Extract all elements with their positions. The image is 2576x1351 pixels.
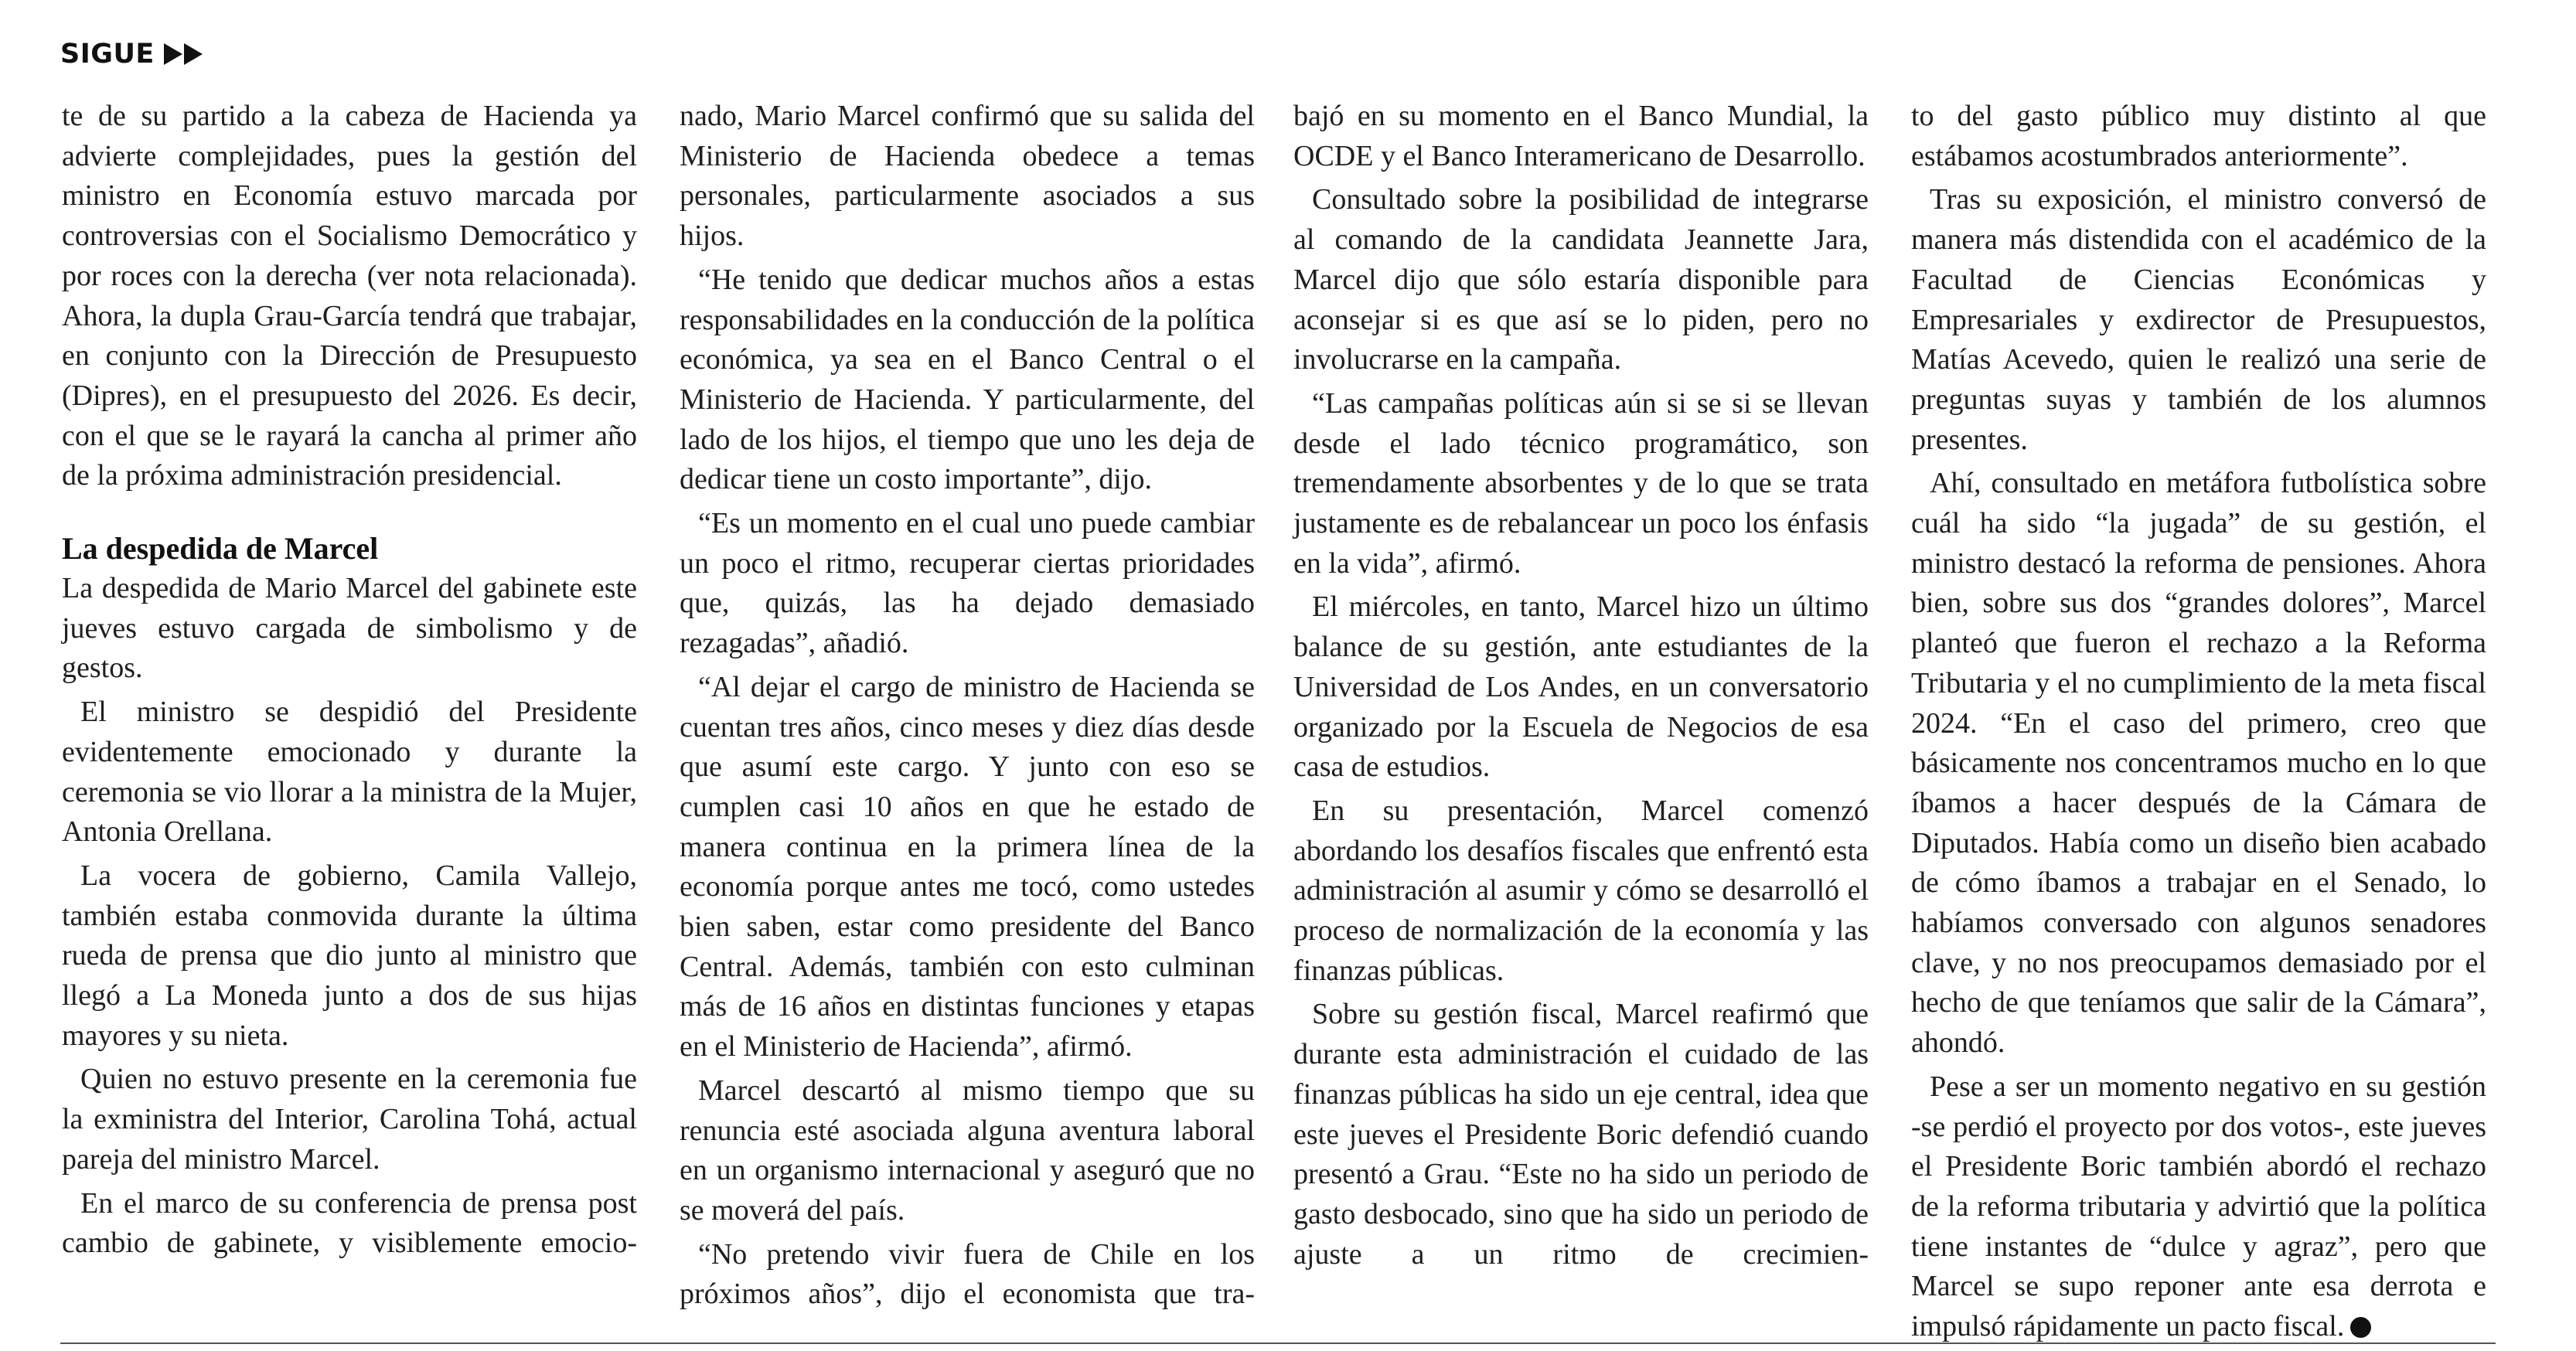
paragraph: “Al dejar el cargo de ministro de Hacienda se cuentan tres años, cinco meses y diez días desde que asumí este cargo. Y junto con eso se cumplen casi 10 años en que he estado de manera continua en la primera línea de la economía porque antes me tocó, como ustedes bien saben, estar como presidente del Banco Central. Además, también con esto culminan más de 16 años en distintas funciones y etapas en el Ministerio de Hacienda”, afirmó. (680, 670, 1255, 1063)
paragraph: El ministro se despidió del Presidente evidentemente emocionado y durante la ceremonia se vio llorar a la ministra de la Mujer, Antonia Orellana. (62, 696, 637, 849)
paragraph: “Las campañas políticas aún si se si se llevan desde el lado técnico programático, son tremendamente absorbentes y de lo que se trata justamente es de rebalancear un poco los énfasis en la vida”, afirmó. (1293, 386, 1869, 580)
paragraph: La despedida de Mario Marcel del gabinete este jueves estuvo cargada de simbolismo y de gestos. (62, 572, 637, 685)
article-column-2 (680, 97, 1255, 1319)
paragraph: te de su partido a la cabeza de Hacienda ya advierte complejidades, pues la gestión del ministro en Economía estuvo marcada por controversias con el Socialismo Democrático y por roces con la derecha (ver nota relacionada). Ahora, la dupla Grau-García tendrá que trabajar, en conjunto con la Dirección de Presupuesto (Dipres), en el presupuesto del 2026. Es decir, con el que se le rayará la cancha al primer año de la próxima administración presidencial. (62, 100, 637, 492)
paragraph: “Es un momento en el cual uno puede cambiar un poco el ritmo, recuperar ciertas prioridades que, quizás, las ha dejado demasiado rezagadas”, añadió. (680, 507, 1255, 660)
paragraph: bajó en su momento en el Banco Mundial, la OCDE y el Banco Interamericano de Desarrollo. (1293, 100, 1869, 172)
continue-marker (60, 39, 203, 70)
paragraph: Tras su exposición, el ministro conversó de manera más distendida con el académico de la Facultad de Ciencias Económicas y Empresariales y exdirector de Presupuestos, Matías Acevedo, quien le realizó una serie de preguntas suyas y también de los alumnos presentes. (1911, 183, 2486, 456)
filled-circle-icon (2350, 1317, 2371, 1338)
article-column-3 (1293, 97, 1869, 1278)
paragraph: nado, Mario Marcel confirmó que su salida del Ministerio de Hacienda obedece a temas personales, particularmente asociados a sus hijos. (680, 100, 1255, 253)
paragraph: En su presentación, Marcel comenzó abordando los desafíos fiscales que enfrentó esta administración al asumir y cómo se desarrolló el proceso de normalización de la economía y las finanzas públicas. (1293, 794, 1869, 987)
paragraph: to del gasto público muy distinto al que estábamos acostumbrados anteriormente”. (1911, 100, 2486, 172)
paragraph: Ahí, consultado en metáfora futbolística sobre cuál ha sido “la jugada” de su gestión, el ministro destacó la reforma de pensiones. Ahora bien, sobre sus dos “grandes dolores”, Marcel planteó que fueron el rechazo a la Reforma Tributaria y el no cumplimiento de la meta fiscal 2024. “En el caso del primero, creo que básicamente nos concentramos mucho en lo que íbamos a hacer después de la Cámara de Diputados. Había como un diseño bien acabado de cómo íbamos a trabajar en el Senado, lo habíamos conversado con algunos senadores clave, y no nos preocupamos demasiado por el hecho de que teníamos que salir de la Cámara”, ahondó. (1911, 467, 2486, 1060)
paragraph: Marcel descartó al mismo tiempo que su renuncia esté asociada alguna aventura laboral en un organismo internacional y aseguró que no se moverá del país. (680, 1074, 1255, 1227)
paragraph: Quien no estuvo presente en la ceremonia fue la exministra del Interior, Carolina Tohá, actual pareja del ministro Marcel. (62, 1063, 637, 1176)
paragraph: Consultado sobre la posibilidad de integrarse al comando de la candidata Jeannette Jara, Marcel dijo que sólo estaría disponible para aconsejar si es que así se lo piden, pero no involucrarse en la campaña. (1293, 183, 1869, 376)
double-play-arrow-icon (164, 43, 203, 65)
continue-label: SIGUE (60, 39, 155, 70)
article-column-1 (62, 97, 637, 1268)
play-arrow-icon (164, 43, 182, 65)
article-column-4 (1911, 97, 2486, 1351)
section-subheading: La despedida de Marcel (62, 531, 379, 567)
paragraph: “No pretendo vivir fuera de Chile en los próximos años”, dijo el economista que tra- (680, 1237, 1255, 1311)
paragraph: En el marco de su conferencia de prensa post cambio de gabinete, y visiblemente emocio- (62, 1186, 637, 1260)
final-paragraph (1911, 1067, 2486, 1347)
paragraph-text: Pese a ser un momento negativo en su gestión -se perdió el proyecto por dos votos-, este jueves el Presidente Boric también abordó el rechazo de la reforma tributaria y advirtió que la política tiene instantes de “dulce y agraz”, pero que Marcel se supo reponer ante esa derrota e impulsó rápidamente un pacto fiscal. (1911, 1070, 2486, 1343)
paragraph: El miércoles, en tanto, Marcel hizo un último balance de su gestión, ante estudiantes de la Universidad de Los Andes, en un conversatorio organizado por la Escuela de Negocios de esa casa de estudios. (1293, 590, 1869, 784)
paragraph: “He tenido que dedicar muchos años a estas responsabilidades en la conducción de la política económica, ya sea en el Banco Central o el Ministerio de Hacienda. Y particularmente, del lado de los hijos, el tiempo que uno les deja de dedicar tiene un costo importante”, dijo. (680, 263, 1255, 496)
play-arrow-icon (184, 43, 203, 65)
paragraph: La vocera de gobierno, Camila Vallejo, también estaba conmovida durante la última rueda de prensa que dio junto al ministro que llegó a La Moneda junto a dos de sus hijas mayores y su nieta. (62, 859, 637, 1052)
bottom-divider (60, 1342, 2496, 1344)
paragraph: Sobre su gestión fiscal, Marcel reafirmó que durante esta administración el cuidado de las finanzas públicas ha sido un eje central, idea que este jueves el Presidente Boric defendió cuando presentó a Grau. “Este no ha sido un periodo de gasto desbocado, sino que ha sido un periodo de ajuste a un ritmo de crecimien- (1293, 998, 1869, 1271)
